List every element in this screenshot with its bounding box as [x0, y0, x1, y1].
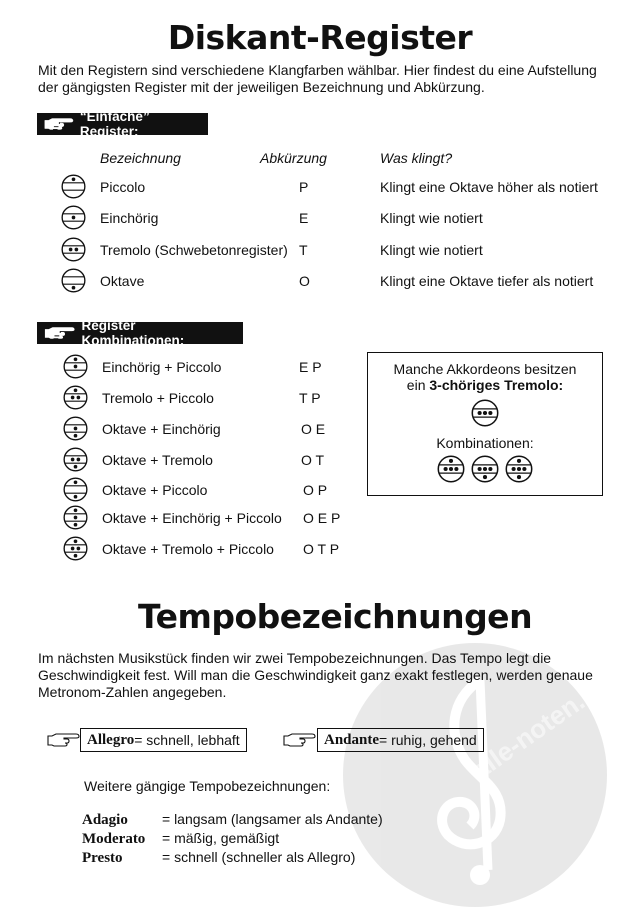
- col-header-abbr: Abkürzung: [260, 150, 327, 166]
- register-symbol-icon: [63, 536, 88, 561]
- register-symbol-icon: [63, 416, 88, 441]
- combo-banner-label: Register Kombinationen:: [81, 318, 185, 348]
- register-symbol-icon: [61, 268, 86, 293]
- watermark-text: alle-noten.de: [466, 668, 615, 785]
- combo-abbr: O P: [303, 482, 328, 498]
- combo-abbr: O E: [301, 421, 326, 437]
- register-sound: Klingt wie notiert: [380, 242, 483, 258]
- register-symbol-icon: [471, 455, 499, 483]
- combo-name: Einchörig + Piccolo: [102, 359, 222, 375]
- register-symbol-icon: [437, 455, 465, 483]
- register-symbol-icon: [61, 205, 86, 230]
- tempo-example-allegro: Allegro = schnell, lebhaft: [80, 728, 247, 752]
- combo-abbr: T P: [299, 390, 321, 406]
- register-symbol-icon: [471, 399, 499, 427]
- tempo-intro: Im nächsten Musikstück finden wir zwei Tempobezeichnungen. Das Tempo legt die Geschwindigkeit fest. Will man die Geschwindigkeit ganz exakt festlegen, werden genaue Metronom-Zahlen angegeben.: [38, 650, 593, 700]
- more-tempos-label: Weitere gängige Tempobezeichnungen:: [84, 778, 331, 794]
- combo-name: Oktave + Einchörig: [102, 421, 221, 437]
- register-symbol-icon: [63, 477, 88, 502]
- register-abbr: T: [299, 242, 308, 258]
- intro-text: Mit den Registern sind verschiedene Klangfarben wählbar. Hier findest du eine Aufstellung der gängigsten Register mit der jeweiligen Bezeichnung und Abkürzung.: [38, 62, 597, 95]
- tempo-def-row: Adagio = langsam (langsamer als Andante): [82, 811, 383, 828]
- register-name: Tremolo (Schwebetonregister): [100, 242, 288, 258]
- simple-banner-label: “Einfache” Register:: [79, 109, 150, 139]
- combo-abbr: O E P: [303, 510, 341, 526]
- tempo-def-row: Presto = schnell (schneller als Allegro): [82, 849, 356, 866]
- pointing-hand-icon: [282, 732, 316, 748]
- box-line2: ein 3-chöriges Tremolo:: [406, 377, 564, 393]
- simple-banner: [37, 109, 208, 139]
- register-abbr: P: [299, 179, 309, 195]
- combo-banner: [37, 318, 243, 348]
- register-symbol-icon: [63, 505, 88, 530]
- tempo-title: Tempobezeichnungen: [137, 597, 533, 636]
- combo-name: Oktave + Tremolo + Piccolo: [102, 541, 274, 557]
- register-symbol-icon: [505, 455, 533, 483]
- register-name: Einchörig: [100, 210, 159, 226]
- pointing-hand-icon: [43, 116, 74, 132]
- register-symbol-icon: [63, 447, 88, 472]
- box-combos-label: Kombinationen:: [436, 435, 534, 451]
- combo-abbr: O T P: [303, 541, 340, 557]
- tremolo-info-box: [367, 352, 603, 496]
- register-sound: Klingt wie notiert: [380, 210, 483, 226]
- combo-abbr: O T: [301, 452, 325, 468]
- register-name: Oktave: [100, 273, 145, 289]
- register-sound: Klingt eine Oktave höher als notiert: [380, 179, 598, 195]
- col-header-sound: Was klingt?: [380, 150, 453, 166]
- register-symbol-icon: [61, 237, 86, 262]
- tempo-definitions: [82, 811, 383, 868]
- combo-abbr: E P: [299, 359, 322, 375]
- tempo-example-andante: Andante = ruhig, gehend: [317, 728, 484, 752]
- pointing-hand-icon: [43, 325, 76, 341]
- register-symbol-icon: [63, 385, 88, 410]
- combo-name: Oktave + Piccolo: [102, 482, 208, 498]
- register-symbol-icon: [63, 354, 88, 379]
- register-name: Piccolo: [100, 179, 146, 195]
- col-header-name: Bezeichnung: [100, 150, 181, 166]
- pointing-hand-icon: [46, 732, 80, 748]
- combo-name: Oktave + Tremolo: [102, 452, 213, 468]
- combo-name: Tremolo + Piccolo: [102, 390, 214, 406]
- combo-name: Oktave + Einchörig + Piccolo: [102, 510, 282, 526]
- tempo-def-row: Moderato = mäßig, gemäßigt: [82, 830, 280, 847]
- register-symbol-icon: [61, 174, 86, 199]
- box-line1: Manche Akkordeons besitzen: [393, 361, 577, 377]
- register-abbr: O: [299, 273, 310, 289]
- register-sound: Klingt eine Oktave tiefer als notiert: [380, 273, 594, 289]
- page-title: Diskant-Register: [167, 18, 473, 57]
- register-abbr: E: [299, 210, 309, 226]
